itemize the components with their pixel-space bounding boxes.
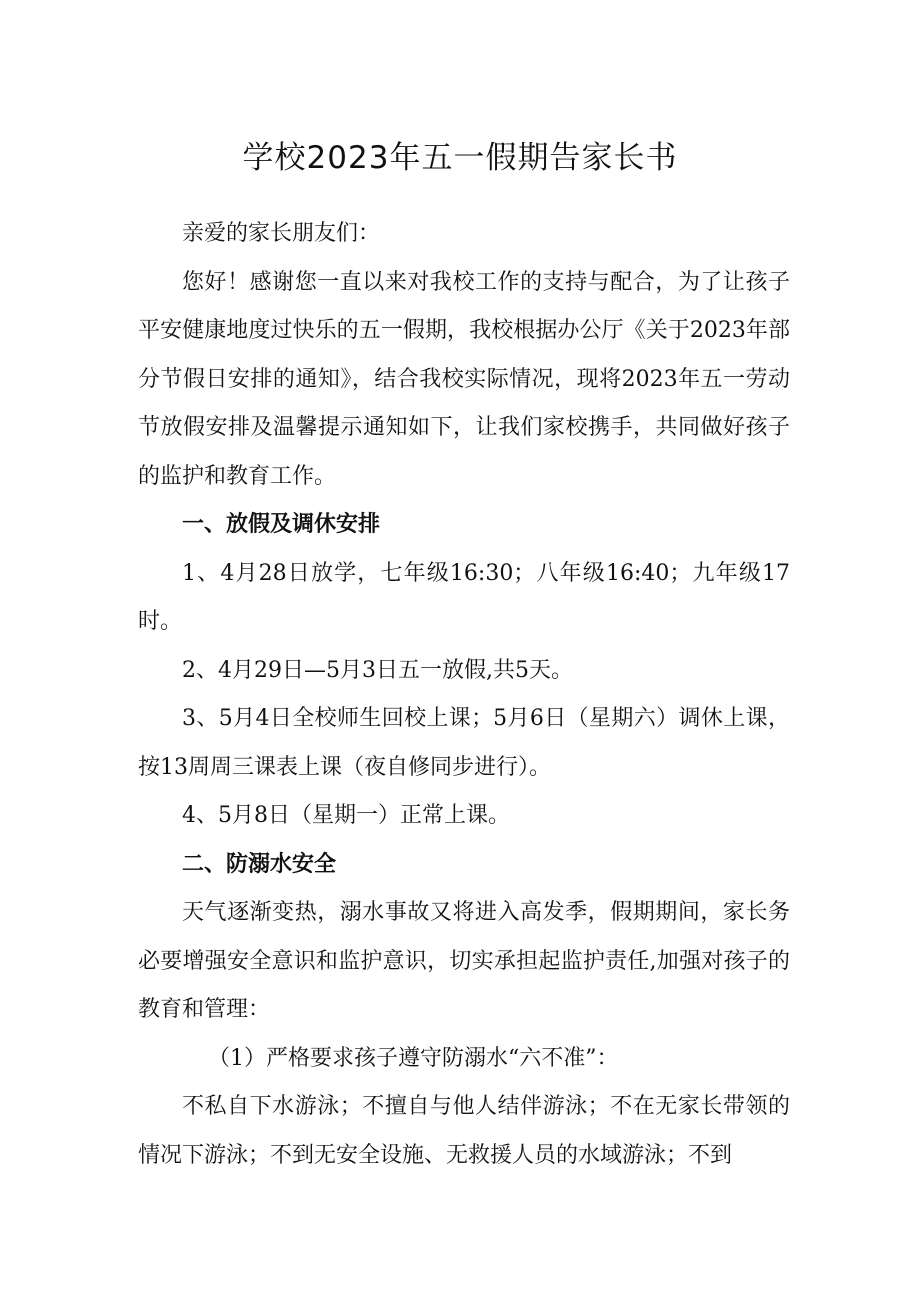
document-title: 学校2023年五一假期告家长书 xyxy=(242,140,678,176)
holiday-item-2: 2、4月29日—5月3日五一放假,共5天。 xyxy=(182,657,573,683)
six-rules-text: 不私自下水游泳；不擅自与他人结伴游泳；不在无家长带领的情况下游泳；不到无安全设施、无救援人员的水域游泳；不到 xyxy=(138,1094,790,1168)
section-heading-holiday: 一、放假及调休安排 xyxy=(182,512,381,537)
holiday-item-3: 3、5月4日全校师生回校上课；5月6日（星期六）调休上课，按13周周三课表上课（夜自修同步进行）。 xyxy=(138,706,790,780)
document-body xyxy=(138,210,790,1180)
holiday-item-4: 4、5月8日（星期一）正常上课。 xyxy=(182,803,510,828)
drowning-paragraph: 天气逐渐变热，溺水事故又将进入高发季，假期期间，家长务必要增强安全意识和监护意识，切实承担起监护责任,加强对孩子的教育和管理： xyxy=(138,900,790,1022)
holiday-item-1: 1、4月28日放学，七年级16:30；八年级16:40；九年级17时。 xyxy=(138,560,790,634)
intro-paragraph: 您好！感谢您一直以来对我校工作的支持与配合，为了让孩子平安健康地度过快乐的五一假期，我校根据办公厅《关于2023年部分节假日安排的通知》，结合我校实际情况，现将2023年五一劳动节放假安排及温馨提示通知如下，让我们家校携手，共同做好孩子的监护和教育工作。 xyxy=(138,269,790,489)
greeting: 亲爱的家长朋友们： xyxy=(182,221,381,246)
six-rules-heading: （1）严格要求孩子遵守防溺水“六不准”： xyxy=(208,1045,619,1071)
section-heading-drowning: 二、防溺水安全 xyxy=(182,851,337,877)
